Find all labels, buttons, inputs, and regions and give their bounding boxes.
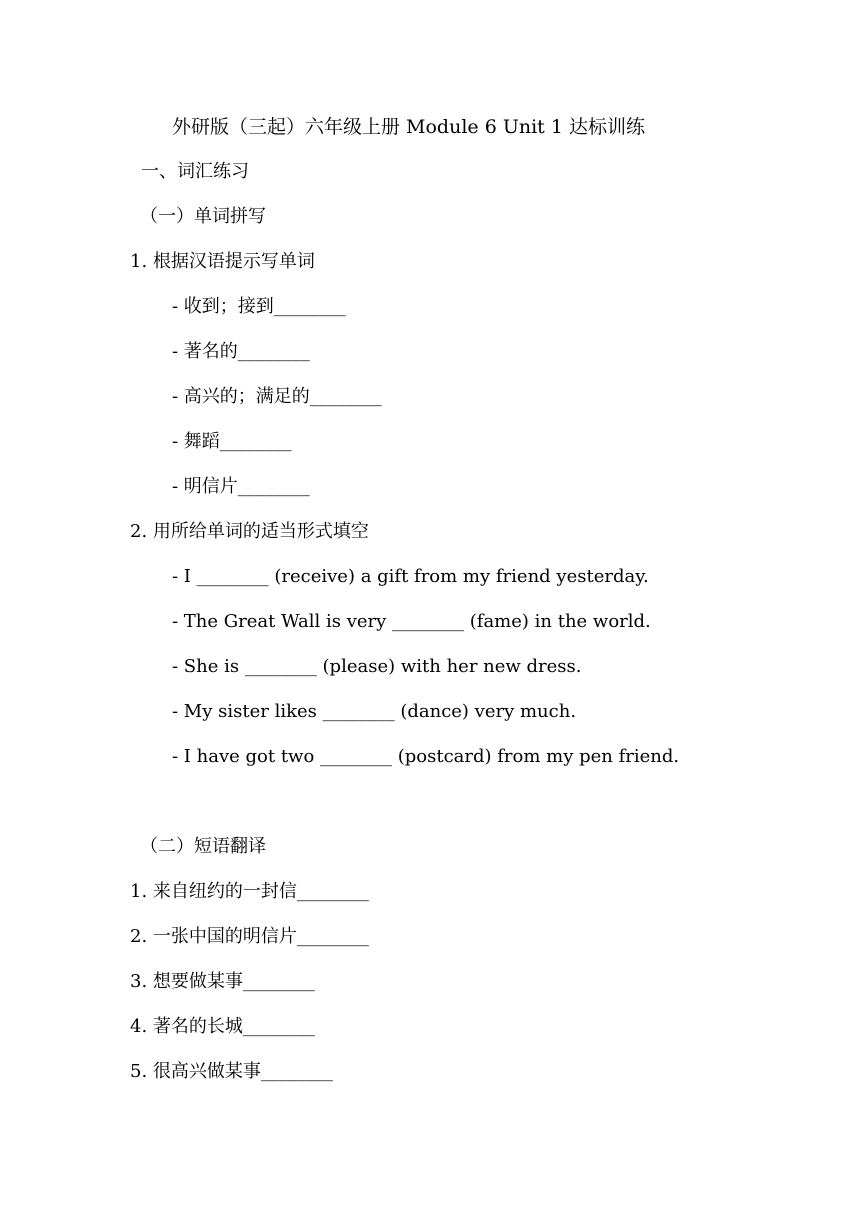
list-item: - 收到；接到________ [172, 296, 346, 317]
list-item: - The Great Wall is very ________ (fame) in the world. [172, 611, 651, 632]
page-title: 外研版（三起）六年级上册 Module 6 Unit 1 达标训练 [172, 116, 645, 138]
list-item: 5. 很高兴做某事________ [130, 1061, 333, 1082]
list-item: - 高兴的；满足的________ [172, 386, 382, 407]
list-item: - 舞蹈________ [172, 431, 292, 452]
list-item: 4. 著名的长城________ [130, 1016, 315, 1037]
subsection-heading-phrase-translation: （二）短语翻译 [140, 836, 266, 857]
question-1-label: 1. 根据汉语提示写单词 [130, 251, 315, 272]
question-2-label: 2. 用所给单词的适当形式填空 [130, 521, 369, 542]
list-item: 1. 来自纽约的一封信________ [130, 881, 369, 902]
list-item: - She is ________ (please) with her new dress. [172, 656, 582, 677]
list-item: - 明信片________ [172, 476, 310, 497]
list-item: - I ________ (receive) a gift from my friend yesterday. [172, 566, 649, 587]
subsection-heading-spelling: （一）单词拼写 [140, 206, 266, 227]
section-heading-vocabulary: 一、词汇练习 [141, 161, 249, 182]
list-item: 3. 想要做某事________ [130, 971, 315, 992]
list-item: - I have got two ________ (postcard) from my pen friend. [172, 746, 680, 767]
list-item: - 著名的________ [172, 341, 310, 362]
list-item: - My sister likes ________ (dance) very much. [172, 701, 577, 722]
list-item: 2. 一张中国的明信片________ [130, 926, 369, 947]
